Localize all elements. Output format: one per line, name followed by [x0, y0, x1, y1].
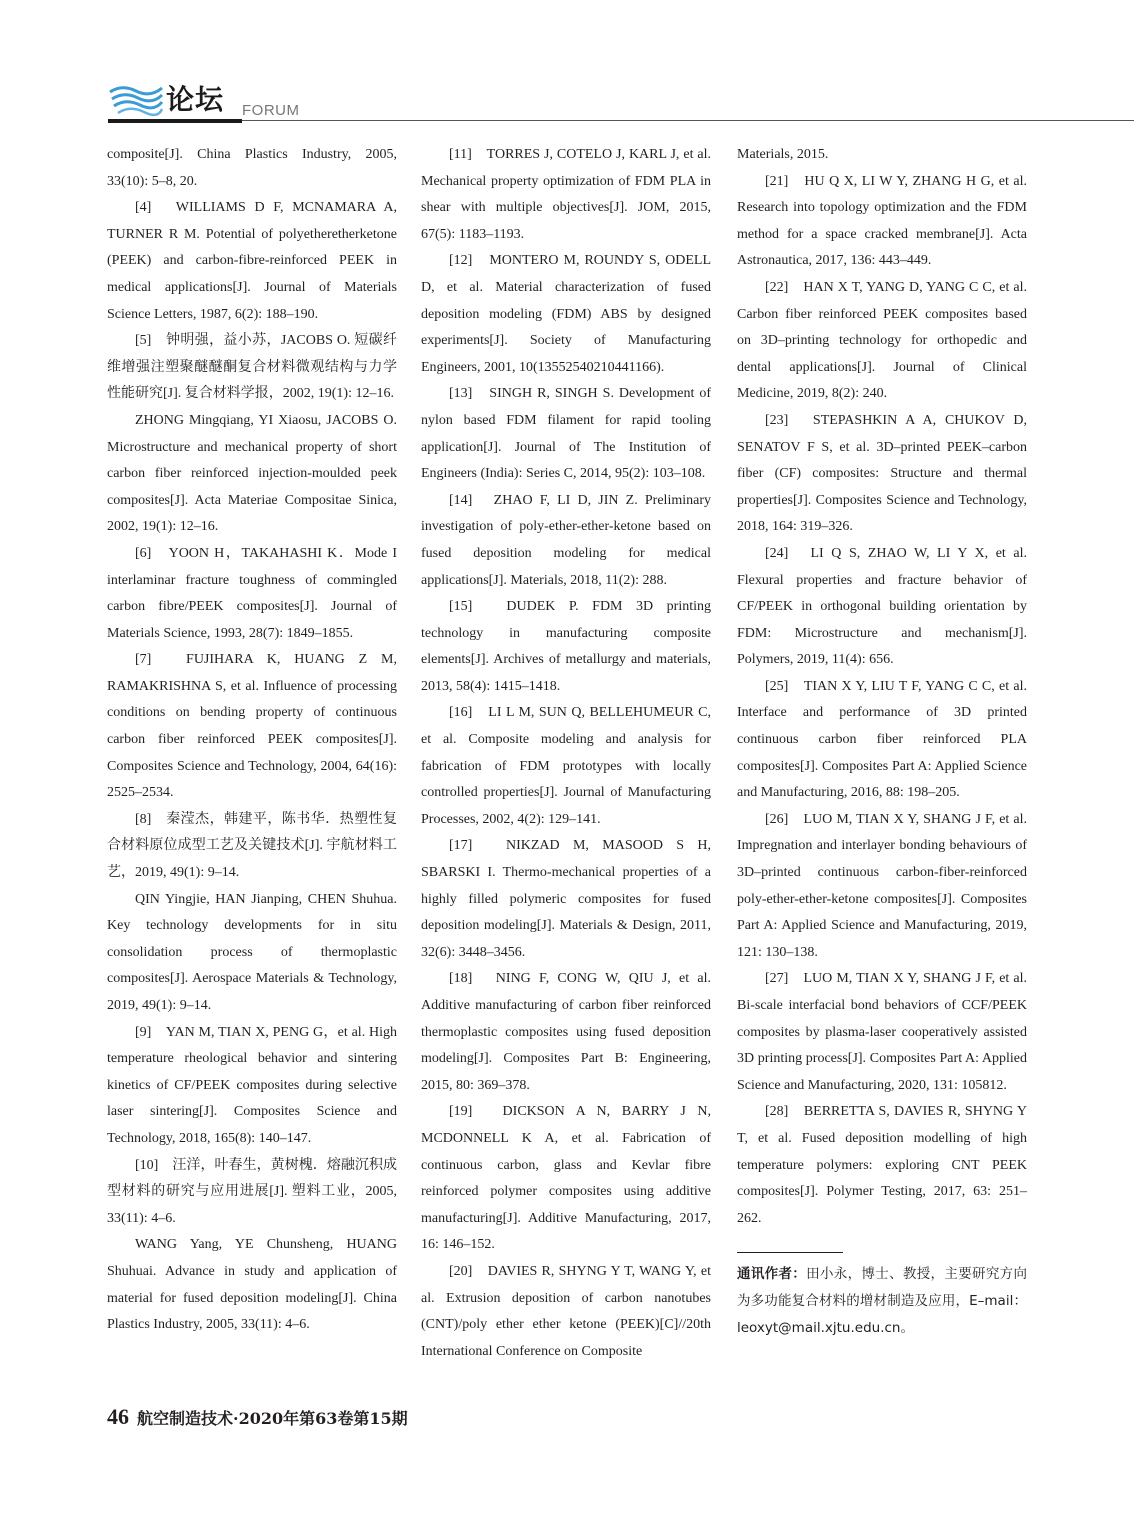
reference-entry: [23] STEPASHKIN A A, CHUKOV D, SENATOV F S, et al. 3D–printed PEEK–carbon fiber (CF) composites: Structure and thermal properties[J]. Composites Science and Technology, 2018, 164: 319–326.: [737, 412, 1027, 535]
corresponding-author-note: [737, 1261, 1027, 1341]
section-label: FORUM: [242, 102, 300, 119]
reference-entry: [25] TIAN X Y, LIU T F, YANG C C, et al. Interface and performance of 3D printed continuous carbon fiber reinforced PLA composites[J]. Composites Part A: Applied Science and Manufacturing, 2016, 88: 198–205.: [737, 678, 1027, 801]
reference-column-3: [737, 142, 1027, 1341]
reference-entry: [26] LUO M, TIAN X Y, SHANG J F, et al. Impregnation and interlayer bonding behaviours of 3D–printed continuous carbon-fiber-reinforced poly-ether-ether-ketone composites[J]. Composites Part A: Applied Science and Manufacturing, 2019, 121: 130–138.: [737, 811, 1027, 960]
section-logo-text: 论坛: [166, 83, 225, 116]
reference-entry: [15] DUDEK P. FDM 3D printing technology in manufacturing composite elements[J]. Archives of metallurgy and materials, 2013, 58(4): 1415–1418.: [421, 599, 711, 694]
reference-entry: [16] LI L M, SUN Q, BELLEHUMEUR C, et al. Composite modeling and analysis for fabrication of FDM prototypes with locally controlled properties[J]. Journal of Manufacturing Processes, 2002, 4(2): 129–141.: [421, 705, 711, 827]
author-note-label: 通讯作者：: [737, 1266, 807, 1283]
reference-entry: [24] LI Q S, ZHAO W, LI Y X, et al. Flexural properties and fracture behavior of CF/PEEK in orthogonal building orientation by FDM: Microstructure and mechanism[J]. Polymers, 2019, 11(4): 656.: [737, 545, 1027, 668]
reference-entry: [20] DAVIES R, SHYNG Y T, WANG Y, et al. Extrusion deposition of carbon nanotubes (CNT)/poly ether ether ketone (PEEK)[C]//20th International Conference on Composite: [421, 1263, 711, 1359]
header-rule-thick: [108, 119, 242, 123]
reference-entry: [22] HAN X T, YANG D, YANG C C, et al. Carbon fiber reinforced PEEK composites based on 3D–printing technology for orthopedic and dental applications[J]. Journal of Clinical Medicine, 2019, 8(2): 240.: [737, 279, 1027, 402]
reference-column-2: [421, 142, 711, 1365]
footnote-divider: [737, 1252, 843, 1253]
page-header: [108, 76, 1134, 126]
reference-entry: [21] HU Q X, LI W Y, ZHANG H G, et al. Research into topology optimization and the FDM method for a space cracked membrane[J]. Acta Astronautica, 2017, 136: 443–449.: [737, 173, 1027, 269]
reference-column-1: [107, 142, 397, 1339]
reference-entry: [4] WILLIAMS D F, MCNAMARA A, TURNER R M. Potential of polyetheretherketone (PEEK) and carbon-fibre-reinforced PEEK in medical applications[J]. Journal of Materials Science Letters, 1987, 6(2): 188–190.: [107, 200, 397, 322]
reference-entry: [8] 秦滢杰，韩建平，陈书华．热塑性复合材料原位成型工艺及关键技术[J]. 宇航材料工艺，2019, 49(1): 9–14.: [107, 811, 397, 881]
reference-entry: [27] LUO M, TIAN X Y, SHANG J F, et al. Bi-scale interfacial bond behaviors of CCF/PEEK composites by plasma-laser cooperatively assisted 3D printing process[J]. Composites Part A: Applied Science and Manufacturing, 2020, 131: 105812.: [737, 971, 1027, 1093]
reference-entry: [12] MONTERO M, ROUNDY S, ODELL D, et al. Material characterization of fused deposition modeling (FDM) ABS by designed experiments[J]. Society of Manufacturing Engineers, 2001, 10(13552540210441166).: [421, 253, 711, 375]
reference-entry: [9] YAN M, TIAN X, PENG G，et al. High temperature rheological behavior and sintering kinetics of CF/PEEK composites during selective laser sintering[J]. Composites Science and Technology, 2018, 165(8): 140–147.: [107, 1024, 397, 1146]
reference-entry: [10] 汪洋，叶春生，黄树槐．熔融沉积成型材料的研究与应用进展[J]. 塑料工业，2005, 33(11): 4–6.: [107, 1157, 397, 1226]
reference-entry: [19] DICKSON A N, BARRY J N, MCDONNELL K A, et al. Fabrication of continuous carbon, glass and Kevlar fibre reinforced polymer composites using additive manufacturing[J]. Additive Manufacturing, 2017, 16: 146–152.: [421, 1104, 711, 1253]
reference-entry: QIN Yingjie, HAN Jianping, CHEN Shuhua. Key technology developments for in situ consolidation process of thermoplastic composites[J]. Aerospace Materials & Technology, 2019, 49(1): 9–14.: [107, 891, 397, 1013]
reference-entry: [28] BERRETTA S, DAVIES R, SHYNG Y T, et al. Fused deposition modelling of high temperature polymers: exploring CNT PEEK composites[J]. Polymer Testing, 2017, 63: 251–262.: [737, 1104, 1027, 1226]
journal-info: 航空制造技术·2020年第63卷第15期: [137, 1409, 408, 1428]
reference-entry: [17] NIKZAD M, MASOOD S H, SBARSKI I. Thermo-mechanical properties of a highly filled polymeric composites for fused deposition modeling[J]. Materials & Design, 2011, 32(6): 3448–3456.: [421, 838, 711, 960]
author-note-text: 田小永，博士、教授，主要研究方向为多功能复合材料的增材制造及应用，E–mail：leoxyt@mail.xjtu.edu.cn。: [737, 1266, 1027, 1336]
reference-entry: [18] NING F, CONG W, QIU J, et al. Additive manufacturing of carbon fiber reinforced thermoplastic composites using fused deposition modeling[J]. Composites Part B: Engineering, 2015, 80: 369–378.: [421, 971, 711, 1093]
page-footer: [107, 1404, 408, 1430]
page-number: 46: [107, 1404, 129, 1429]
reference-entry: [14] ZHAO F, LI D, JIN Z. Preliminary investigation of poly-ether-ether-ketone based on fused deposition modeling for medical applications[J]. Materials, 2018, 11(2): 288.: [421, 492, 711, 588]
header-rule-thin: [242, 120, 1134, 121]
reference-entry: [11] TORRES J, COTELO J, KARL J, et al. Mechanical property optimization of FDM PLA in shear with multiple objectives[J]. JOM, 2015, 67(5): 1183–1193.: [421, 147, 711, 242]
reference-entry: composite[J]. China Plastics Industry, 2005, 33(10): 5–8, 20.: [107, 147, 397, 189]
reference-entry: ZHONG Mingqiang, YI Xiaosu, JACOBS O. Microstructure and mechanical property of short carbon fiber reinforced injection-moulded peek composites[J]. Acta Materiae Compositae Sinica, 2002, 19(1): 12–16.: [107, 412, 397, 535]
reference-entry: [6] YOON H，TAKAHASHI K．Mode I interlaminar fracture toughness of commingled carbon fibre/PEEK composites[J]. Journal of Materials Science, 1993, 28(7): 1849–1855.: [107, 545, 397, 641]
reference-entry: [5] 钟明强，益小苏，JACOBS O. 短碳纤维增强注塑聚醚醚酮复合材料微观结构与力学性能研究[J]. 复合材料学报，2002, 19(1): 12–16.: [107, 333, 397, 402]
reference-entry: [13] SINGH R, SINGH S. Development of nylon based FDM filament for rapid tooling application[J]. Journal of The Institution of Engineers (India): Series C, 2014, 95(2): 103–108.: [421, 386, 711, 482]
reference-entry: Materials, 2015.: [737, 147, 829, 162]
wave-lines-icon: [108, 82, 164, 116]
reference-entry: [7] FUJIHARA K, HUANG Z M, RAMAKRISHNA S, et al. Influence of processing conditions on bending property of continuous carbon fiber reinforced PEEK composites[J]. Composites Science and Technology, 2004, 64(16): 2525–2534.: [107, 652, 397, 801]
reference-entry: WANG Yang, YE Chunsheng, HUANG Shuhuai. Advance in study and application of material for fused deposition modeling[J]. China Plastics Industry, 2005, 33(11): 4–6.: [107, 1237, 397, 1333]
